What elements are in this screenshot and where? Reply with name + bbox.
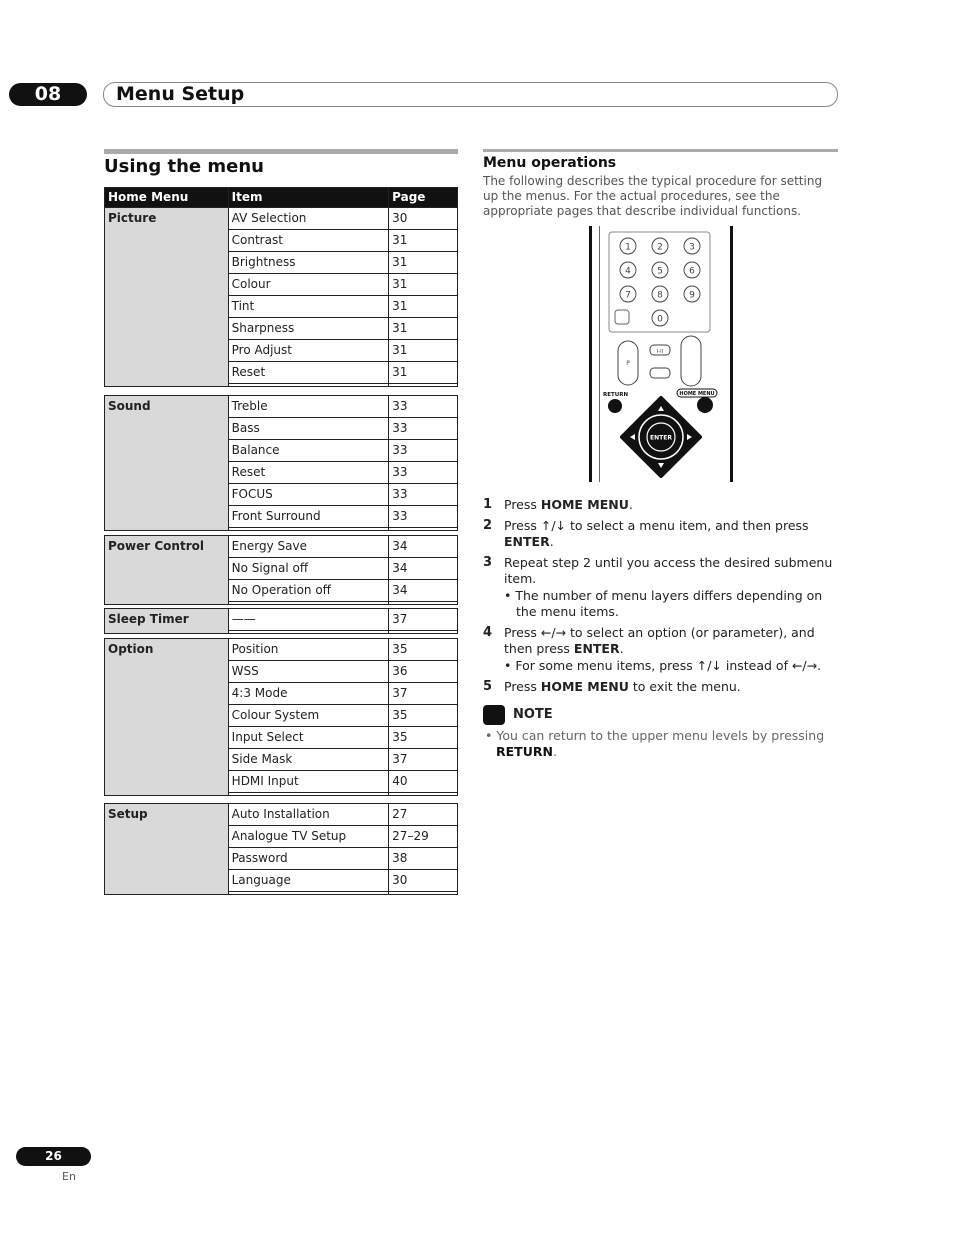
menu-item-page: 34 [389,536,458,558]
menu-item-page: 33 [389,462,458,484]
menu-item-page: 38 [389,848,458,870]
menu-item-name: Reset [228,462,389,484]
menu-item-name: Tint [228,296,389,318]
menu-item-name: Language [228,870,389,892]
menu-item-page: 31 [389,274,458,296]
menu-item-name: HDMI Input [228,771,389,793]
step-text: Press ←/→ to select an option (or parameter), and then press [504,625,815,656]
number-key-label: 8 [657,290,663,301]
menu-item-name: Colour System [228,705,389,727]
menu-item-name: Reset [228,362,389,384]
column-header-item: Item [228,188,389,208]
step-text-end: . [619,641,624,656]
step-number: 4 [483,625,493,640]
table-row [105,208,458,230]
menu-item-name: Colour [228,274,389,296]
step-number: 5 [483,679,493,694]
step-key-bold: HOME MENU [540,679,629,694]
menu-item-page: 31 [389,230,458,252]
menu-item-name: Pro Adjust [228,340,389,362]
menu-item-name: FOCUS [228,484,389,506]
menu-item-name: Position [228,639,389,661]
note-label: NOTE [513,707,553,722]
column-header-page: Page [389,188,458,208]
menu-item-name: Sharpness [228,318,389,340]
menu-item-page: 34 [389,558,458,580]
input-label: I-II [656,349,664,355]
menu-item-page: 34 [389,580,458,602]
menu-item-page: 35 [389,639,458,661]
pencil-note-icon [483,705,505,725]
menu-item-page: 33 [389,396,458,418]
menu-table-option [104,638,458,796]
home-menu-button[interactable] [697,397,713,413]
menu-group-name: Sound [105,396,229,531]
number-key-label: 5 [657,266,663,277]
number-key-label: 6 [689,266,695,277]
menu-table-power-control [104,535,458,605]
number-key-label: 2 [657,242,663,253]
menu-table-picture [104,187,458,387]
menu-item-name: Balance [228,440,389,462]
menu-item-name: No Operation off [228,580,389,602]
p-label: P [626,360,630,367]
chapter-header [103,82,838,107]
menu-item-name: Analogue TV Setup [228,826,389,848]
menu-group-name: Setup [105,804,229,895]
menu-item-page: 31 [389,252,458,274]
menu-item-page: 31 [389,362,458,384]
menu-item-name: Treble [228,396,389,418]
menu-item-name: Input Select [228,727,389,749]
menu-item-name: —— [228,609,388,631]
menu-item-page: 35 [389,705,458,727]
menu-item-page: 30 [389,208,458,230]
step-subnote: • The number of menu layers differs depending on the menu items. [504,588,823,619]
section-rule [104,149,458,154]
menu-item-name: Brightness [228,252,389,274]
menu-item-name: 4:3 Mode [228,683,389,705]
menu-item-page: 37 [389,683,458,705]
note-text [485,728,825,760]
procedure-steps [483,497,838,700]
menu-item-name: No Signal off [228,558,389,580]
step-key-bold: HOME MENU [540,497,629,512]
step-number: 3 [483,555,493,570]
menu-item-page: 27 [389,804,458,826]
number-key-label: 7 [625,290,631,301]
step-2 [483,518,838,550]
number-key-label: 9 [689,290,695,301]
menu-item-page: 31 [389,340,458,362]
note-text-main: • You can return to the upper menu levels by pressing [485,728,825,743]
menu-operations-description: The following describes the typical procedure for setting up the menus. For the actual procedures, see the appropriate pages that describe individual functions. [483,174,823,218]
table-row [105,609,458,631]
menu-item-name: Bass [228,418,389,440]
step-number: 2 [483,518,493,533]
enter-label: ENTER [650,434,672,442]
step-text: Press [504,497,541,512]
step-text-end: to exit the menu. [628,679,741,694]
menu-item-page: 31 [389,296,458,318]
menu-item-page: 33 [389,440,458,462]
step-text-end: . [549,534,554,549]
step-text: Press ↑/↓ to select a menu item, and then press [504,518,809,533]
menu-item-page: 37 [389,609,458,631]
step-5 [483,679,838,695]
menu-table-setup [104,803,458,895]
menu-group-name: Picture [105,208,229,387]
remote-control-illustration [589,226,733,482]
home-menu-label: HOME MENU [679,391,715,397]
table-row [105,639,458,661]
step-key-bold: ENTER [504,534,550,549]
menu-item-name: Front Surround [228,506,389,528]
menu-item-page: 27–29 [389,826,458,848]
menu-group-name: Sleep Timer [105,609,229,634]
chapter-number: 08 [9,83,87,106]
menu-item-name: Auto Installation [228,804,389,826]
number-keys [620,238,700,326]
menu-table-sound [104,395,458,531]
menu-item-page: 40 [389,771,458,793]
menu-item-page: 31 [389,318,458,340]
step-3 [483,555,838,620]
section-title: Using the menu [104,156,264,177]
menu-group-name: Power Control [105,536,229,605]
menu-item-page: 33 [389,484,458,506]
table-row [105,396,458,418]
menu-item-name: WSS [228,661,389,683]
menu-item-page: 36 [389,661,458,683]
note-heading [483,704,553,726]
language-code: En [62,1170,76,1183]
step-4 [483,625,838,674]
step-number: 1 [483,497,493,512]
menu-item-name: Contrast [228,230,389,252]
menu-operations-title: Menu operations [483,155,617,171]
menu-item-name: Side Mask [228,749,389,771]
menu-item-page: 37 [389,749,458,771]
number-key-label: 4 [625,266,631,277]
number-key-label: 3 [689,242,695,253]
table-row [105,536,458,558]
table-header-row [105,188,458,208]
return-button[interactable] [608,399,622,413]
menu-item-page: 33 [389,418,458,440]
column-header-menu: Home Menu [105,188,229,208]
note-period: . [552,744,557,759]
menu-item-name: Password [228,848,389,870]
step-text: Repeat step 2 until you access the desired submenu item. [504,555,833,586]
return-label: RETURN [603,392,629,398]
page-number: 26 [16,1147,91,1166]
menu-item-name: Energy Save [228,536,389,558]
operations-rule [483,149,838,152]
step-text-end: . [628,497,633,512]
note-return-bold: RETURN [496,744,553,759]
menu-item-page: 35 [389,727,458,749]
menu-item-page: 33 [389,506,458,528]
step-1 [483,497,838,513]
menu-table-sleep-timer [104,608,458,634]
number-key-label: 1 [625,242,631,253]
chapter-title: Menu Setup [116,83,245,105]
number-key-label: 0 [657,314,663,325]
menu-item-page: 30 [389,870,458,892]
menu-item-name: AV Selection [228,208,389,230]
step-key-bold: ENTER [573,641,620,656]
menu-group-name: Option [105,639,229,796]
table-row [105,804,458,826]
step-text: Press [504,679,541,694]
step-subnote: • For some menu items, press ↑/↓ instead of ←/→. [504,658,822,673]
